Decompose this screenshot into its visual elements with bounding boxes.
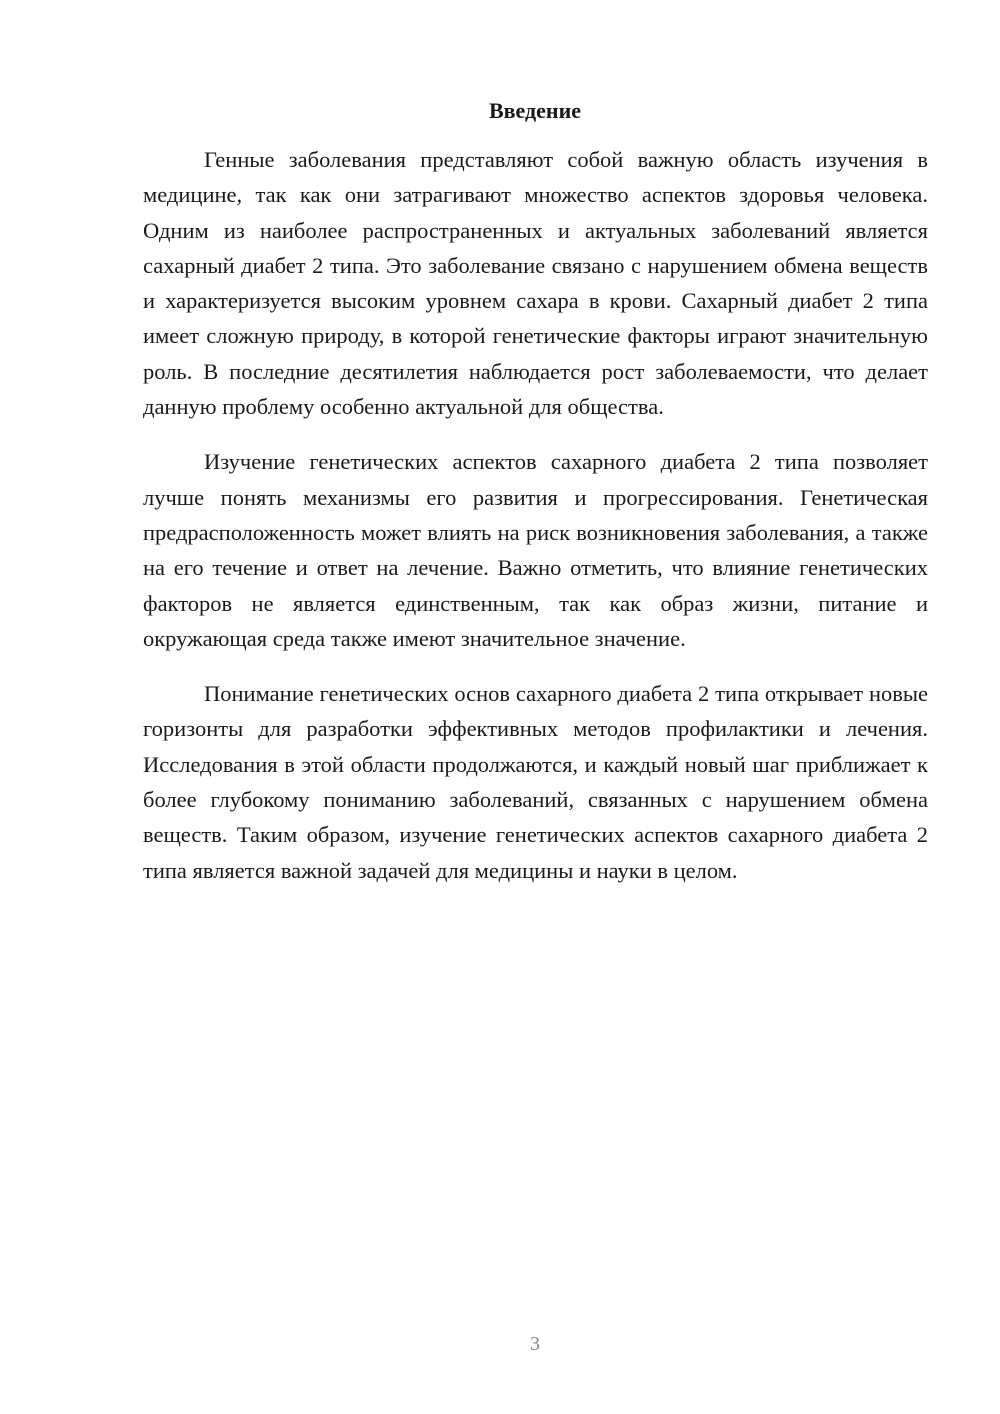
paragraph-1: Генные заболевания представляют собой важную область изучения в медицине, так как они затрагивают множество аспектов здоровья человека. Одним из наиболее распространенных и актуальных заболеваний является сахарный диабет 2 типа. Это заболевание связано с нарушением обмена веществ и характеризуется высоким уровнем сахара в крови. Сахарный диабет 2 типа имеет сложную природу, в которой генетические факторы играют значительную роль. В последние десятилетия наблюдается рост заболеваемости, что делает данную проблему особенно актуальной для общества. <box>143 147 928 420</box>
paragraph-3: Понимание генетических основ сахарного диабета 2 типа открывает новые горизонты для разработки эффективных методов профилактики и лечения. Исследования в этой области продолжаются, и каждый новый шаг приближает к более глубокому пониманию заболеваний, связанных с нарушением обмена веществ. Таким образом, изучение генетических аспектов сахарного диабета 2 типа является важной задачей для медицины и науки в целом. <box>143 681 928 883</box>
section-heading: Введение <box>488 98 582 123</box>
body-text <box>143 142 928 908</box>
page-number: 3 <box>530 1333 540 1355</box>
paragraph-2: Изучение генетических аспектов сахарного диабета 2 типа позволяет лучше понять механизмы его развития и прогрессирования. Генетическая предрасположенность может влиять на риск возникновения заболевания, а также на его течение и ответ на лечение. Важно отметить, что влияние генетических факторов не является единственным, так как образ жизни, питание и окружающая среда также имеют значительное значение. <box>143 449 928 651</box>
